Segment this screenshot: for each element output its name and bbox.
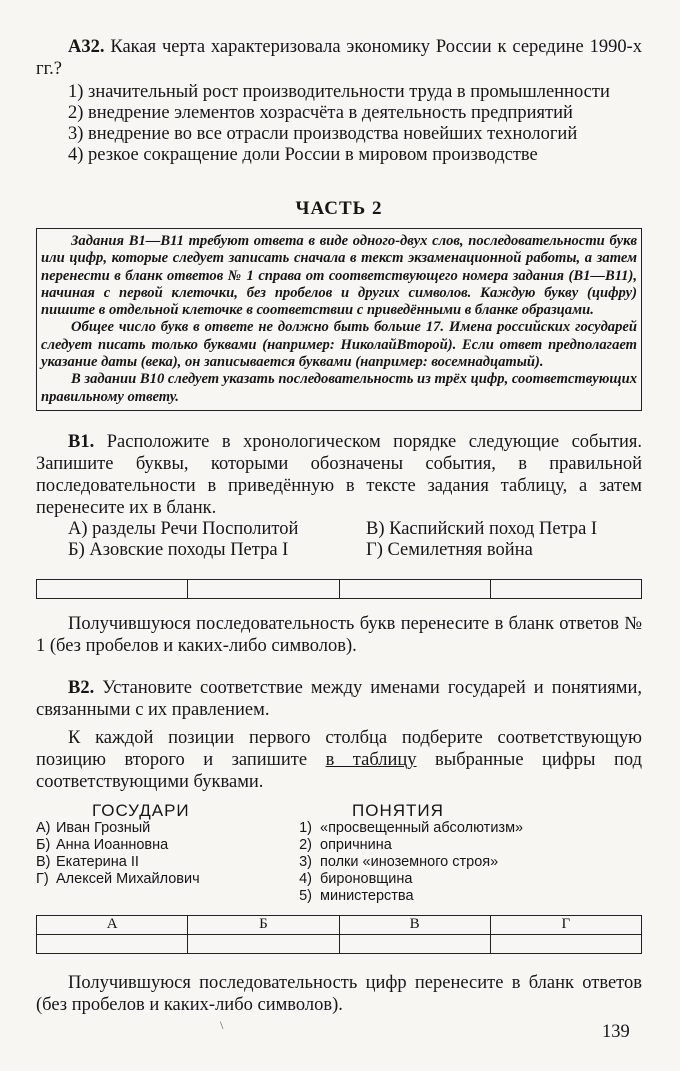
ruler-item	[36, 854, 278, 871]
page-number: 139	[602, 1022, 630, 1042]
concept-text: опричнина	[320, 836, 392, 853]
question-b1	[36, 431, 642, 657]
b1-after-text: Получившуюся последовательность букв перенесите в бланк ответов № 1 (без пробелов и каких-либо символов).	[36, 613, 642, 656]
b1-answer-cell[interactable]	[490, 579, 641, 598]
concepts-heading: ПОНЯТИЯ	[352, 800, 444, 820]
concepts-column	[278, 801, 642, 905]
ruler-mark: В)	[36, 853, 51, 870]
event-v: В) Каспийский поход Петра I	[366, 518, 598, 539]
question-b2-text: Установите соответствие между именами государей и понятиями, связанными с их правлением.	[36, 677, 642, 720]
b2-answer-cell[interactable]	[339, 934, 490, 953]
matching-columns	[36, 801, 642, 905]
ruler-mark: А)	[36, 819, 51, 836]
question-a32-number: А32.	[68, 37, 105, 57]
question-a32-options	[68, 82, 642, 166]
ruler-name: Анна Иоанновна	[56, 836, 169, 853]
ruler-mark: Б)	[36, 836, 51, 853]
b1-answer-table	[36, 579, 642, 599]
b1-answer-cell[interactable]	[37, 579, 188, 598]
page-content	[36, 36, 642, 1016]
ruler-item	[36, 820, 278, 837]
question-b1-events	[68, 519, 642, 561]
b1-answer-cell[interactable]	[188, 579, 339, 598]
ruler-item	[36, 871, 278, 888]
ruler-name: Иван Грозный	[56, 819, 151, 836]
b2-table-head-a: А	[37, 915, 188, 934]
concept-mark: 1)	[299, 819, 312, 836]
option-2: 2) внедрение элементов хозрасчёта в деятельность предприятий	[68, 103, 573, 123]
b2-answer-cell[interactable]	[37, 934, 188, 953]
concept-text: бироновщина	[320, 870, 413, 887]
concept-mark: 2)	[299, 836, 312, 853]
ruler-name: Екатерина II	[56, 853, 139, 870]
stray-mark: \	[220, 1018, 224, 1032]
ruler-item	[36, 837, 278, 854]
event-a: А) разделы Речи Посполитой	[68, 518, 299, 539]
instructions-paragraph-3: В задании В10 следует указать последовательность из трёх цифр, соответствующих правильному ответу.	[41, 371, 637, 405]
b2-instr-after: выбранные цифры под соответствующими буквами.	[36, 749, 642, 792]
instructions-paragraph-1: Задания В1—В11 требуют ответа в виде одного-двух слов, последовательности букв или цифр, которые следует записать сначала в текст экзаменационной работы, а затем перенести в бланк ответов № 1 справа от соответствующего номера задания (В1—В11), начиная с первой клеточки, без пробелов и других символов. Каждую букву (цифру) пишите в отдельной клеточке в соответствии с приведёнными в бланке образцами.	[41, 233, 637, 319]
b2-answer-cell[interactable]	[188, 934, 339, 953]
ruler-name: Алексей Михайлович	[56, 870, 200, 887]
question-b1-body	[36, 431, 642, 519]
b2-table-head-b: Б	[188, 915, 339, 934]
concept-mark: 4)	[299, 870, 312, 887]
rulers-heading: ГОСУДАРИ	[92, 800, 190, 820]
option-1: 1) значительный рост производительности труда в промышленности	[68, 82, 610, 102]
question-a32-text: Какая черта характеризовала экономику России к середине 1990-х гг.?	[36, 37, 642, 79]
b2-instr-before: К каждой позиции первого столбца подберите соответствующую позицию второго и запишите	[36, 727, 642, 770]
b2-answer-table	[36, 915, 642, 954]
rulers-column	[36, 801, 278, 905]
question-a32	[36, 36, 642, 80]
b2-table-head-v: В	[339, 915, 490, 934]
b2-after-text: Получившуюся последовательность цифр перенесите в бланк ответов (без пробелов и каких-либо символов).	[36, 972, 642, 1015]
concept-item	[278, 888, 642, 905]
option-4: 4) резкое сокращение доли России в мировом производстве	[68, 145, 538, 165]
concept-item	[278, 854, 642, 871]
b2-table-head-g: Г	[490, 915, 641, 934]
concept-mark: 5)	[299, 887, 312, 904]
event-b: Б) Азовские походы Петра I	[68, 539, 289, 560]
concept-text: «просвещенный абсолютизм»	[320, 819, 524, 836]
question-b2	[36, 677, 642, 1016]
concept-mark: 3)	[299, 853, 312, 870]
concept-text: министерства	[320, 887, 414, 904]
part-title: ЧАСТЬ 2	[295, 198, 383, 219]
b2-instructions	[36, 727, 642, 793]
concept-item	[278, 820, 642, 837]
question-b1-number: В1.	[68, 431, 95, 452]
event-g: Г) Семилетняя война	[366, 539, 533, 560]
b2-instr-table-ref: в таблицу	[325, 749, 417, 770]
part2-instructions-box	[36, 228, 642, 411]
question-b2-body	[36, 677, 642, 721]
b2-answer-cell[interactable]	[490, 934, 641, 953]
concept-item	[278, 837, 642, 854]
b1-answer-cell[interactable]	[339, 579, 490, 598]
question-b1-text: Расположите в хронологическом порядке следующие события. Запишите буквы, которыми обозначены события, в правильной последовательности в приведённую в тексте задания таблицу, а затем перенесите их в бланк.	[36, 431, 642, 518]
instructions-paragraph-2: Общее число букв в ответе не должно быть больше 17. Имена российских государей следует писать только буквами (например: НиколайВторой). Если ответ предполагает указание даты (века), он записывается буквами (например: восемнадцатый).	[41, 319, 637, 371]
ruler-mark: Г)	[36, 870, 49, 887]
question-b2-number: В2.	[68, 677, 95, 698]
option-3: 3) внедрение во все отрасли производства новейших технологий	[68, 124, 578, 144]
concept-text: полки «иноземного строя»	[320, 853, 499, 870]
concept-item	[278, 871, 642, 888]
